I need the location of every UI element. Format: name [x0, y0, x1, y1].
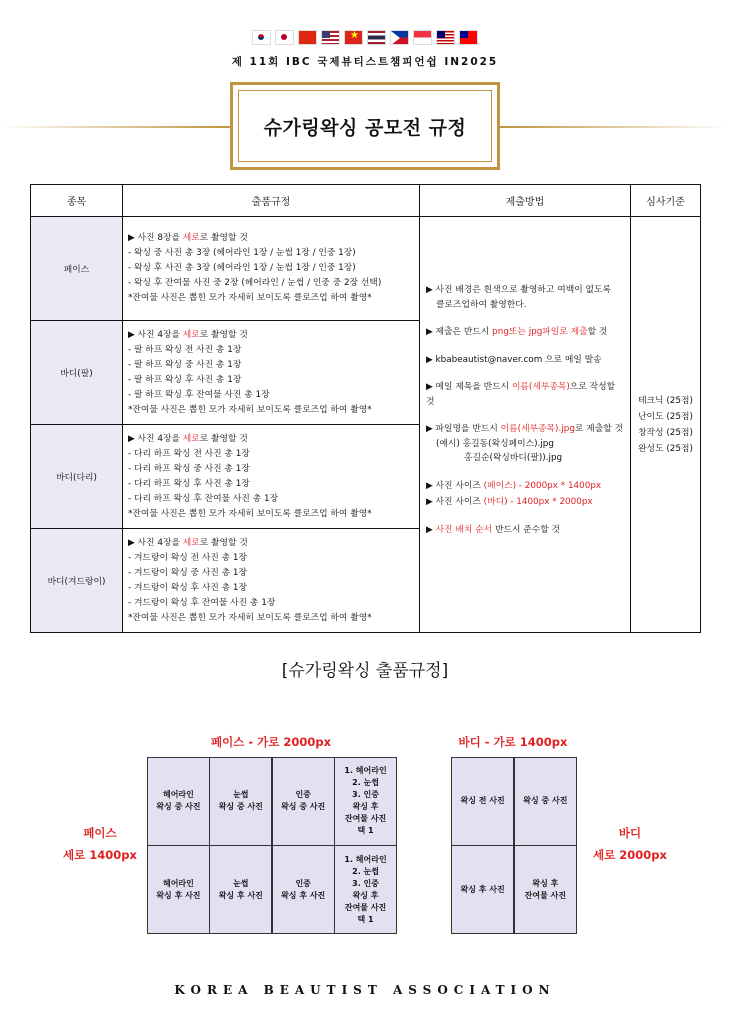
- rule-line: - 팔 하프 왁싱 중 사진 총 1장: [128, 359, 242, 370]
- rule-line: ▶ 사진 4장을 세로로 촬영할 것: [128, 329, 248, 340]
- grid-cell: 1. 헤어라인 2. 눈썹 3. 인중 왁싱 후 잔여물 사진 택 1: [335, 846, 396, 933]
- body-layout-grid: [451, 757, 577, 934]
- table-row: [31, 217, 701, 321]
- rule-line: ▶ 사진 4장을 세로로 촬영할 것: [128, 537, 248, 548]
- rule-note: *잔여물 사진은 뽑힌 모가 자세히 보이도록 클로즈업 하여 촬영*: [128, 612, 372, 623]
- criteria-item: 테크닉 (25점): [638, 395, 693, 406]
- malaysia-flag-icon: [436, 30, 455, 45]
- method-item: ▶ 메일 제목을 반드시 이름(세부종목)으로 작성할 것: [426, 382, 616, 407]
- event-title: 제 11회 IBC 국제뷰티스트챔피언쉽 IN2025: [231, 56, 499, 68]
- category-body-arm: 바디(팔): [31, 321, 123, 425]
- rule-line: ▶ 사진 4장을 세로로 촬영할 것: [128, 433, 248, 444]
- rule-line: - 다리 하프 왁싱 후 사진 총 1장: [128, 478, 250, 489]
- grid-cell: 헤어라인 왁싱 중 사진: [148, 758, 209, 845]
- grid-cell: 왁싱 중 사진: [515, 758, 576, 845]
- submission-method: [420, 217, 631, 633]
- rules-body-armpit: [123, 529, 420, 633]
- rule-note: *잔여물 사진은 뽑힌 모가 자세히 보이도록 클로즈업 하여 촬영*: [128, 404, 372, 415]
- criteria-item: 난이도 (25점): [638, 411, 693, 422]
- table-header-row: [31, 185, 701, 217]
- face-layout-grid: [147, 757, 397, 934]
- body-width-label: 바디 - 가로 1400px: [458, 735, 568, 749]
- grid-cell: 왁싱 후 사진: [452, 846, 513, 933]
- category-face: 페이스: [31, 217, 123, 321]
- body-height-label: [585, 822, 675, 866]
- judging-criteria: [631, 217, 701, 633]
- taiwan-flag-icon: [459, 30, 478, 45]
- method-item: ▶ kbabeautist@naver.com 으로 메일 발송: [426, 354, 602, 365]
- footer-association: KOREA BEAUTIST ASSOCIATION: [174, 983, 556, 997]
- japan-flag-icon: [275, 30, 294, 45]
- grid-cell: 눈썹 왁싱 중 사진: [210, 758, 271, 845]
- rule-line: ▶ 사진 8장을 세로로 촬영할 것: [128, 233, 248, 243]
- rule-line: - 팔 하프 왁싱 후 사진 총 1장: [128, 374, 242, 385]
- flag-row: [0, 30, 730, 45]
- face-label: 페이스: [83, 826, 117, 840]
- korea-flag-icon: [252, 30, 271, 45]
- rule-line: - 겨드랑이 왁싱 후 사진 총 1장: [128, 582, 248, 593]
- rule-note: *잔여물 사진은 뽑힌 모가 자세히 보이도록 클로즈업 하여 촬영*: [128, 508, 372, 519]
- grid-cell: 눈썹 왁싱 후 사진: [210, 846, 271, 933]
- page-title: 슈가링왁싱 공모전 규정: [263, 116, 467, 139]
- header-category: 종목: [31, 185, 123, 217]
- face-height-label: [55, 822, 145, 866]
- grid-cell: 헤어라인 왁싱 후 사진: [148, 846, 209, 933]
- rule-line: - 겨드랑이 왁싱 중 사진 총 1장: [128, 567, 248, 578]
- method-item: ▶ 사진 사이즈 (페이스) - 2000px * 1400px: [426, 480, 602, 491]
- rules-body-leg: [123, 425, 420, 529]
- rule-line: - 겨드랑이 왁싱 후 잔여물 사진 총 1장: [128, 597, 276, 608]
- method-item: ▶ 파일명을 반드시 이름(세부종목).jpg로 제출할 것 (예시) 홍길동(왁싱페이스).jpg 홍길순(왁싱바디(팔)).jpg: [426, 424, 623, 463]
- face-width-label: 페이스 - 가로 2000px: [211, 735, 331, 749]
- rule-line: - 왁싱 후 사진 총 3장 (헤어라인 1장 / 눈썹 1장 / 인중 1장): [128, 263, 356, 273]
- rules-face: [123, 217, 420, 321]
- rule-line: - 다리 하프 왁싱 전 사진 총 1장: [128, 448, 250, 459]
- rule-line: - 왁싱 후 잔여물 사진 중 2장 (헤어라인 / 눈썹 / 인중 중 2장 선택): [128, 278, 382, 288]
- body-height-value: 세로 2000px: [593, 848, 667, 862]
- criteria-item: 완성도 (25점): [638, 443, 693, 454]
- section-title: [슈가링왁싱 출품규정]: [281, 661, 449, 681]
- rule-line: - 다리 하프 왁싱 후 잔여물 사진 총 1장: [128, 493, 279, 504]
- rules-table: [30, 184, 701, 633]
- rule-note: *잔여물 사진은 뽑힌 모가 자세히 보이도록 클로즈업 하여 촬영*: [128, 293, 372, 303]
- rule-line: - 팔 하프 왁싱 후 잔여물 사진 총 1장: [128, 389, 270, 400]
- category-body-leg: 바디(다리): [31, 425, 123, 529]
- grid-cell: 인중 왁싱 후 사진: [273, 846, 334, 933]
- body-label: 바디: [618, 826, 642, 840]
- rule-line: - 팔 하프 왁싱 전 사진 총 1장: [128, 344, 242, 355]
- gold-divider-right: [500, 126, 730, 128]
- grid-cell: 왁싱 전 사진: [452, 758, 513, 845]
- rule-line: - 겨드랑이 왁싱 전 사진 총 1장: [128, 552, 248, 563]
- grid-cell: 인중 왁싱 중 사진: [273, 758, 334, 845]
- header-rules: 출품규정: [123, 185, 420, 217]
- title-frame-inner: [238, 90, 492, 162]
- method-item: ▶ 사진 사이즈 (바디) - 1400px * 2000px: [426, 497, 593, 507]
- grid-cell: 1. 헤어라인 2. 눈썹 3. 인중 왁싱 후 잔여물 사진 택 1: [335, 758, 396, 845]
- china-flag-icon: [298, 30, 317, 45]
- face-height-value: 세로 1400px: [63, 848, 137, 862]
- thailand-flag-icon: [367, 30, 386, 45]
- singapore-flag-icon: [413, 30, 432, 45]
- header-criteria: 심사기준: [631, 185, 701, 217]
- method-item: ▶ 사진 배경은 흰색으로 촬영하고 여백이 없도록 클로즈업하여 촬영한다.: [426, 285, 612, 310]
- title-frame: [230, 82, 500, 170]
- method-item: ▶ 제출은 반드시 png또는 jpg파일로 제출할 것: [426, 327, 608, 337]
- gold-divider-left: [0, 126, 230, 128]
- header-method: 제출방법: [420, 185, 631, 217]
- method-item: ▶ 사진 배치 순서 반드시 준수할 것: [426, 524, 561, 535]
- usa-flag-icon: [321, 30, 340, 45]
- criteria-item: 창작성 (25점): [638, 427, 693, 438]
- philippines-flag-icon: [390, 30, 409, 45]
- category-body-armpit: 바디(겨드랑이): [31, 529, 123, 633]
- rule-line: - 왁싱 중 사진 총 3장 (헤어라인 1장 / 눈썹 1장 / 인중 1장): [128, 248, 356, 258]
- grid-cell: 왁싱 후 잔여물 사진: [515, 846, 576, 933]
- rule-line: - 다리 하프 왁싱 중 사진 총 1장: [128, 463, 250, 474]
- rules-body-arm: [123, 321, 420, 425]
- vietnam-flag-icon: [344, 30, 363, 45]
